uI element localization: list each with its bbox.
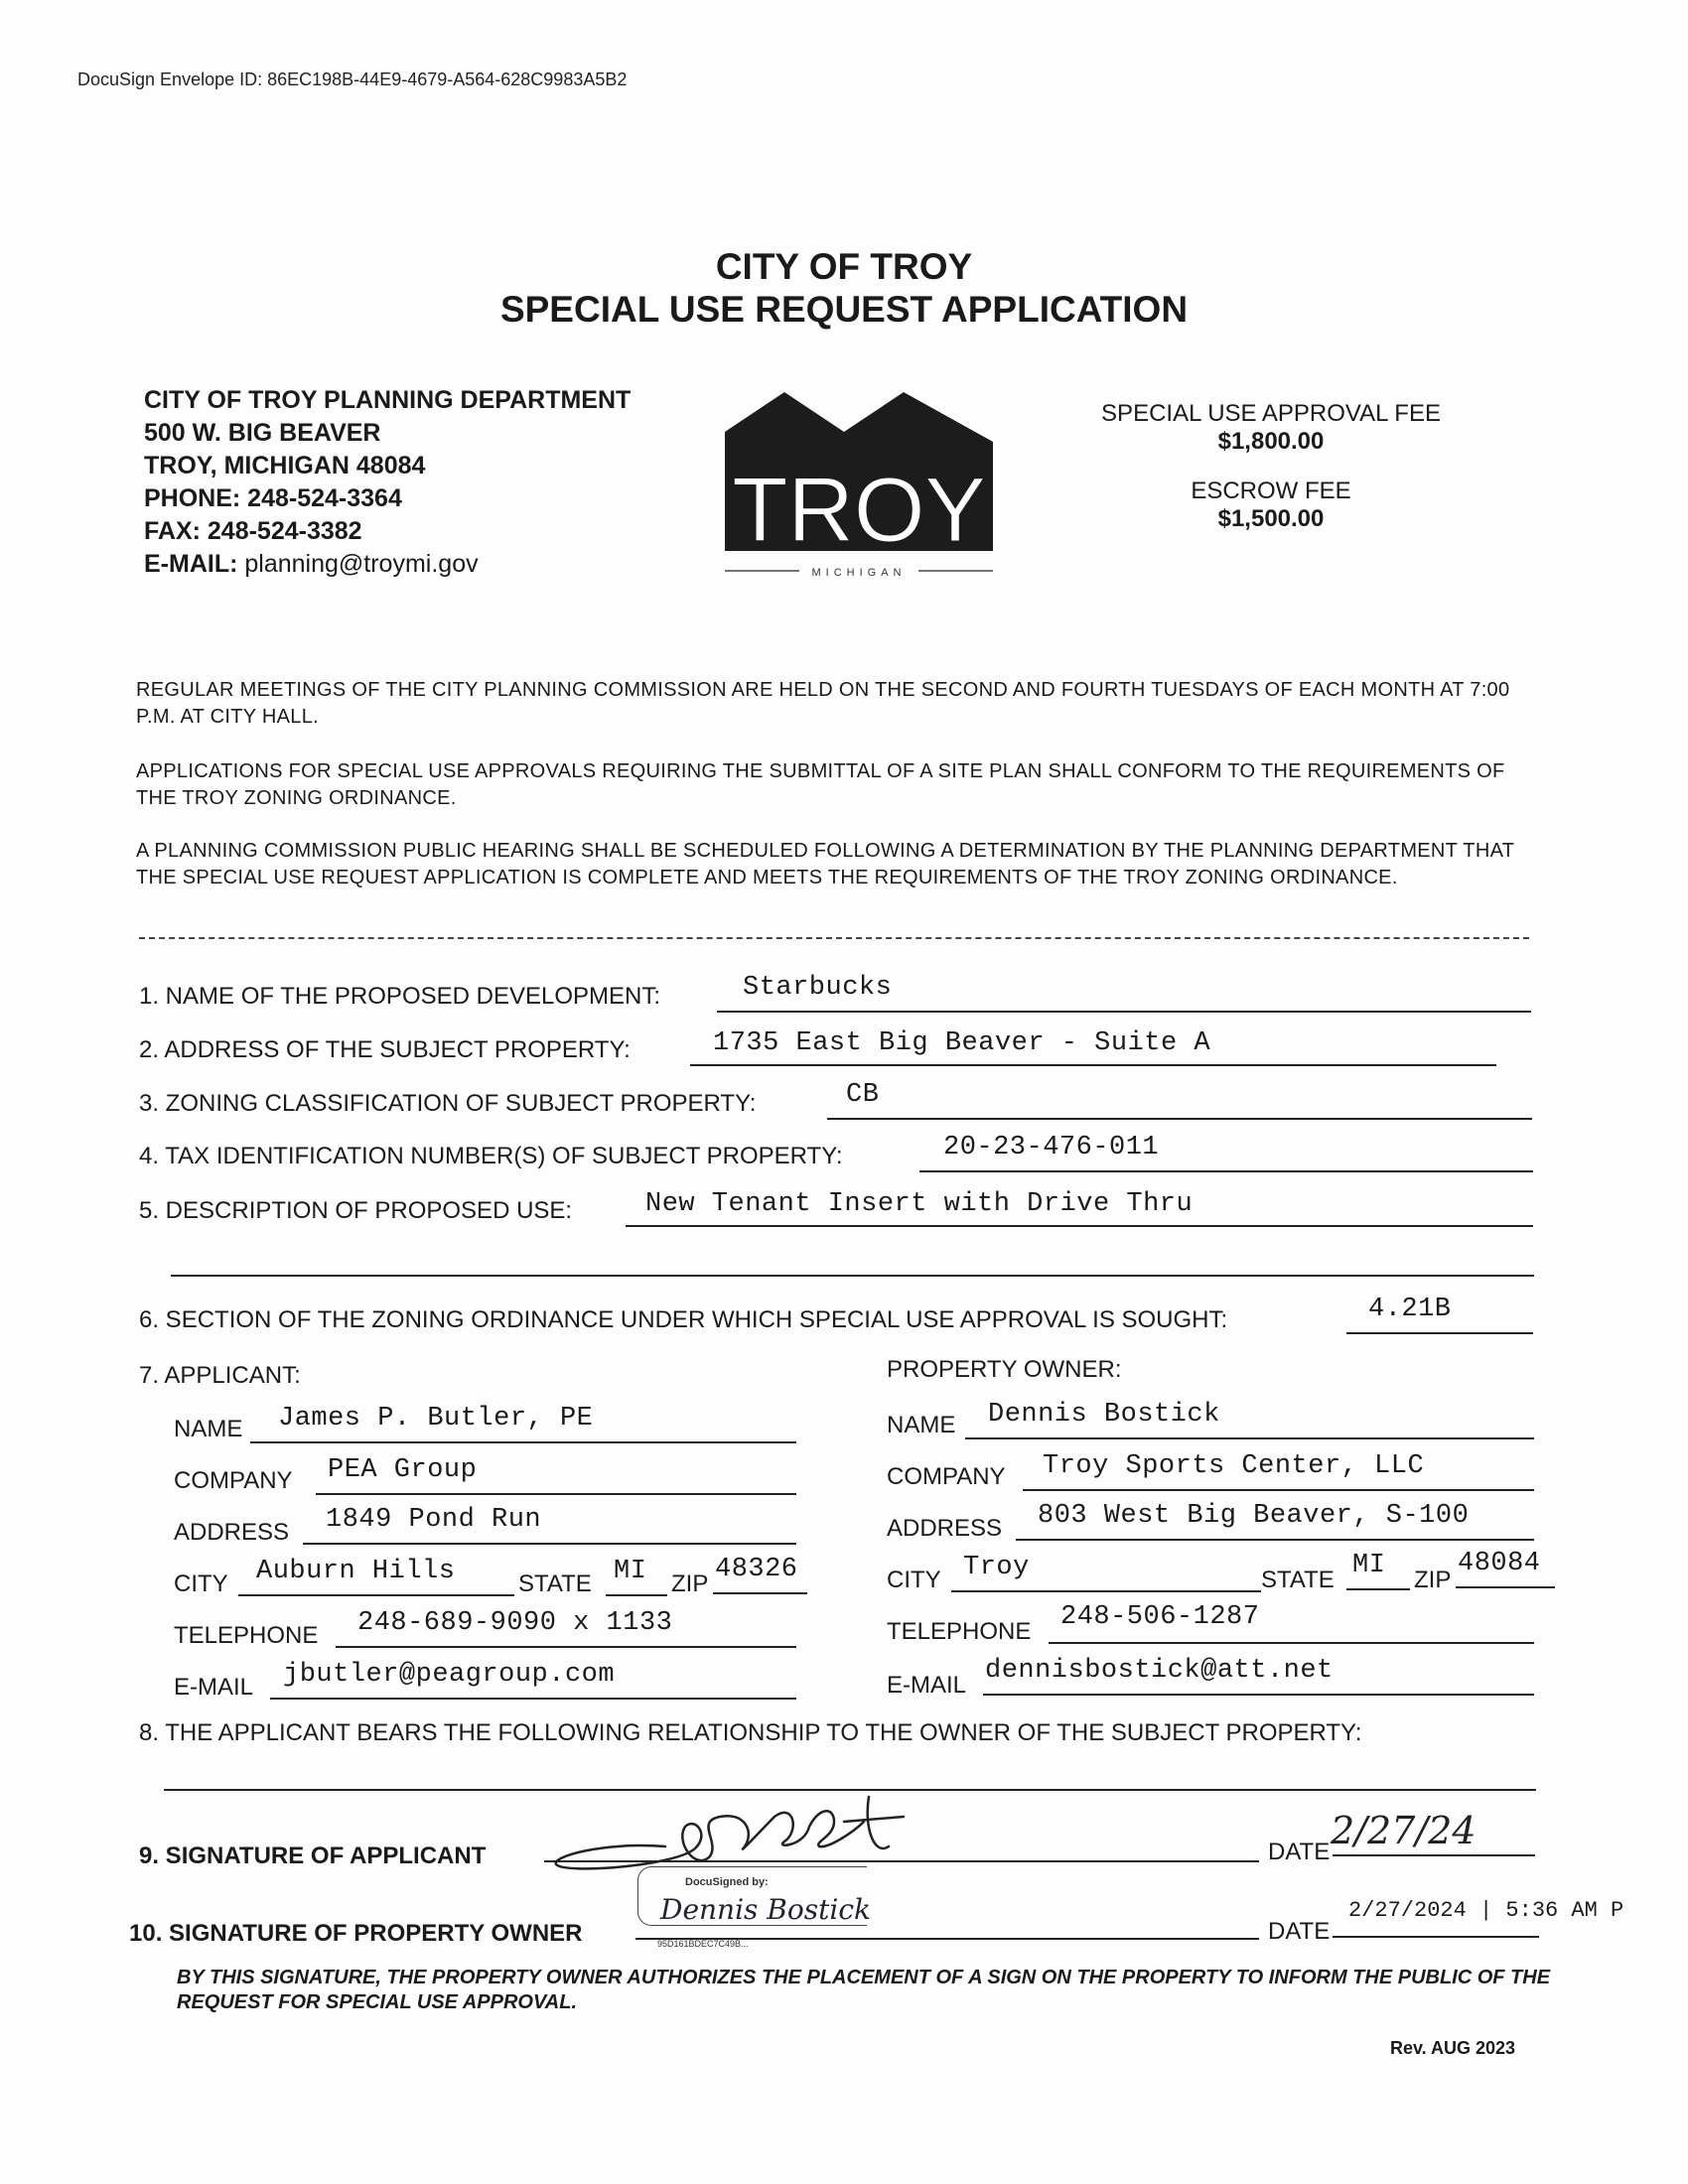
revision-label: Rev. AUG 2023 bbox=[1390, 2038, 1516, 2058]
applicant-company-value: PEA Group bbox=[328, 1455, 478, 1485]
zoning-classification-field[interactable] bbox=[827, 1080, 1532, 1120]
owner-city-value: Troy bbox=[963, 1553, 1030, 1582]
applicant-name-label: NAME bbox=[174, 1416, 243, 1442]
dept-fax: FAX: 248-524-3382 bbox=[144, 517, 362, 545]
owner-telephone-value: 248-506-1287 bbox=[1060, 1602, 1260, 1632]
escrow-fee-amount: $1,500.00 bbox=[1217, 505, 1325, 532]
owner-zip-value: 48084 bbox=[1458, 1549, 1541, 1578]
q10-label: 10. SIGNATURE OF PROPERTY OWNER bbox=[129, 1920, 583, 1947]
logo-sub: MICHIGAN bbox=[811, 567, 907, 579]
owner-date-label: DATE bbox=[1268, 1918, 1331, 1945]
dept-email-label: E-MAIL: bbox=[144, 550, 238, 578]
q4-label: 4. TAX IDENTIFICATION NUMBER(S) OF SUBJECT PROPERTY: bbox=[139, 1143, 843, 1169]
applicant-city-label: CITY bbox=[174, 1570, 228, 1597]
escrow-fee bbox=[1033, 478, 1509, 533]
development-name-value: Starbucks bbox=[743, 973, 893, 1003]
dept-street: 500 W. BIG BEAVER bbox=[144, 419, 381, 447]
applicant-zip-label: ZIP bbox=[671, 1570, 709, 1597]
department-address-block bbox=[144, 384, 631, 581]
relationship-field[interactable] bbox=[164, 1751, 1536, 1791]
q9-label: 9. SIGNATURE OF APPLICANT bbox=[139, 1843, 487, 1869]
owner-state-label: STATE bbox=[1261, 1567, 1335, 1593]
applicant-company-label: COMPANY bbox=[174, 1467, 293, 1494]
applicant-telephone-value: 248-689-9090 x 1133 bbox=[357, 1608, 673, 1638]
q7-label: 7. APPLICANT: bbox=[139, 1362, 301, 1389]
page-title: CITY OF TROY bbox=[715, 246, 973, 287]
page-subtitle: SPECIAL USE REQUEST APPLICATION bbox=[499, 289, 1189, 330]
q1-label: 1. NAME OF THE PROPOSED DEVELOPMENT: bbox=[139, 983, 660, 1010]
paragraph-site-plan: APPLICATIONS FOR SPECIAL USE APPROVALS REQUIRING THE SUBMITTAL OF A SITE PLAN SHALL CONFORM TO THE REQUIREMENTS OF THE TROY ZONING ORDINANCE. bbox=[136, 760, 1505, 809]
approval-fee-label: SPECIAL USE APPROVAL FEE bbox=[1101, 400, 1441, 427]
owner-city-label: CITY bbox=[887, 1567, 941, 1593]
applicant-date-label: DATE bbox=[1268, 1839, 1331, 1865]
escrow-fee-label: ESCROW FEE bbox=[1191, 478, 1351, 504]
proposed-use-value: New Tenant Insert with Drive Thru bbox=[645, 1189, 1194, 1219]
owner-signature: Dennis Bostick bbox=[660, 1893, 871, 1926]
applicant-email-value: jbutler@peagroup.com bbox=[283, 1660, 616, 1690]
q6-label: 6. SECTION OF THE ZONING ORDINANCE UNDER WHICH SPECIAL USE APPROVAL IS SOUGHT: bbox=[139, 1306, 1228, 1333]
docusign-signed-by: DocuSigned by: bbox=[685, 1876, 769, 1888]
applicant-name-value: James P. Butler, PE bbox=[278, 1404, 594, 1433]
owner-state-value: MI bbox=[1352, 1551, 1386, 1580]
owner-address-value: 803 West Big Beaver, S-100 bbox=[1038, 1501, 1470, 1531]
ordinance-section-value: 4.21B bbox=[1368, 1295, 1452, 1324]
tax-id-value: 20-23-476-011 bbox=[943, 1133, 1160, 1162]
applicant-address-value: 1849 Pond Run bbox=[326, 1505, 542, 1535]
owner-company-value: Troy Sports Center, LLC bbox=[1043, 1451, 1425, 1481]
owner-name-value: Dennis Bostick bbox=[988, 1400, 1220, 1430]
logo-word: TROY bbox=[732, 460, 986, 561]
approval-fee-amount: $1,800.00 bbox=[1217, 428, 1325, 455]
q8-label: 8. THE APPLICANT BEARS THE FOLLOWING RELATIONSHIP TO THE OWNER OF THE SUBJECT PROPERTY: bbox=[139, 1719, 1362, 1746]
owner-date-value: 2/27/2024 | 5:36 AM P bbox=[1348, 1898, 1624, 1923]
dept-email: planning@troymi.gov bbox=[244, 550, 479, 578]
applicant-telephone-label: TELEPHONE bbox=[174, 1622, 319, 1649]
q5-label: 5. DESCRIPTION OF PROPOSED USE: bbox=[139, 1197, 573, 1224]
troy-logo bbox=[725, 392, 993, 586]
applicant-email-label: E-MAIL bbox=[174, 1674, 254, 1701]
owner-email-label: E-MAIL bbox=[887, 1672, 967, 1699]
applicant-date-value: 2/27/24 bbox=[1331, 1809, 1477, 1852]
applicant-zip-value: 48326 bbox=[715, 1555, 798, 1584]
owner-company-label: COMPANY bbox=[887, 1463, 1006, 1490]
zoning-classification-value: CB bbox=[846, 1080, 880, 1110]
applicant-city-value: Auburn Hills bbox=[256, 1557, 456, 1586]
owner-zip-label: ZIP bbox=[1414, 1567, 1452, 1593]
approval-fee bbox=[1033, 400, 1509, 456]
dept-name: CITY OF TROY PLANNING DEPARTMENT bbox=[144, 386, 632, 414]
dashed-divider bbox=[139, 937, 1529, 939]
applicant-state-value: MI bbox=[614, 1557, 647, 1586]
owner-label: PROPERTY OWNER: bbox=[887, 1356, 1122, 1383]
authorization-note: BY THIS SIGNATURE, THE PROPERTY OWNER AUTHORIZES THE PLACEMENT OF A SIGN ON THE PROPERTY TO INFORM THE PUBLIC OF THE REQUEST FOR SPECIAL USE APPROVAL. bbox=[177, 1967, 1551, 2013]
envelope-id: DocuSign Envelope ID: 86EC198B-44E9-4679-A564-628C9983A5B2 bbox=[77, 69, 628, 89]
owner-name-label: NAME bbox=[887, 1412, 956, 1438]
q3-label: 3. ZONING CLASSIFICATION OF SUBJECT PROPERTY: bbox=[139, 1090, 757, 1117]
property-address-value: 1735 East Big Beaver - Suite A bbox=[713, 1028, 1211, 1058]
owner-address-label: ADDRESS bbox=[887, 1515, 1003, 1542]
dept-city: TROY, MICHIGAN 48084 bbox=[144, 452, 426, 479]
paragraph-meetings: REGULAR MEETINGS OF THE CITY PLANNING COMMISSION ARE HELD ON THE SECOND AND FOURTH TUESDAYS OF EACH MONTH AT 7:00 P.M. AT CITY HALL. bbox=[136, 679, 1510, 728]
applicant-state-label: STATE bbox=[518, 1570, 592, 1597]
dept-phone: PHONE: 248-524-3364 bbox=[144, 484, 402, 512]
proposed-use-field-line2[interactable] bbox=[171, 1237, 1534, 1277]
q2-label: 2. ADDRESS OF THE SUBJECT PROPERTY: bbox=[139, 1036, 631, 1063]
owner-email-value: dennisbostick@att.net bbox=[985, 1656, 1334, 1686]
owner-telephone-label: TELEPHONE bbox=[887, 1618, 1032, 1645]
applicant-address-label: ADDRESS bbox=[174, 1519, 290, 1546]
docusign-code: 95D161BDEC7C49B... bbox=[657, 1939, 749, 1949]
paragraph-hearing: A PLANNING COMMISSION PUBLIC HEARING SHALL BE SCHEDULED FOLLOWING A DETERMINATION BY THE PLANNING DEPARTMENT THAT THE SPECIAL USE REQUEST APPLICATION IS COMPLETE AND MEETS THE REQUIREMENTS OF THE TROY ZONING ORDINANCE. bbox=[136, 840, 1514, 888]
